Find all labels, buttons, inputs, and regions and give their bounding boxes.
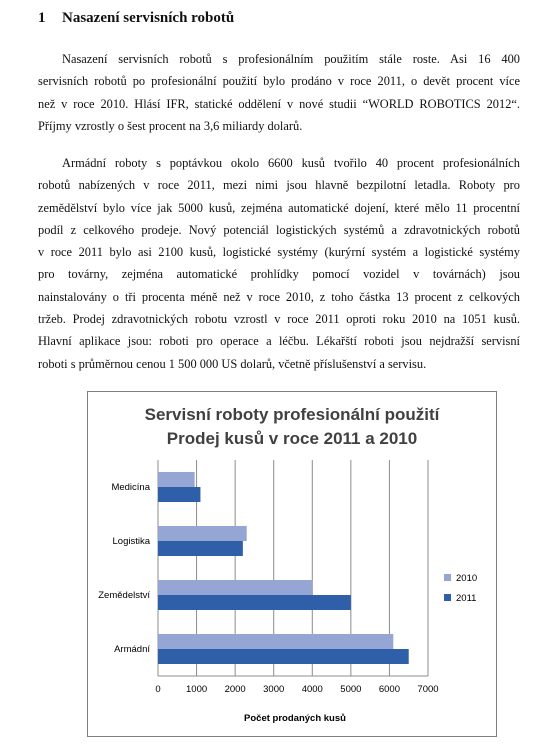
paragraph-line: podíl z celkového prodeje. Nový potenciál logistických systémů a zdravotnických robotů: [38, 222, 520, 237]
bar-2011: [158, 595, 351, 610]
paragraph-line: Příjmy vzrostly o šest procent na 3,6 miliardy dolarů.: [38, 118, 303, 133]
chart-title-line-2: Prodej kusů v roce 2011 a 2010: [166, 429, 418, 448]
paragraph-line: roboti s průměrnou cenou 1 500 000 US dolarů, včetně příslušenství a servisu.: [38, 356, 427, 371]
chart-title-line-1: Servisní roboty profesionální použití: [144, 405, 440, 424]
paragraph-line: v roce 2011 bylo asi 2100 kusů, logistické systémy (kurýrní systém a logistické systémy: [38, 245, 520, 260]
paragraph-line: zemědělství bylo více jak 5000 kusů, zejména automatické dojení, které mělo 11 procentní: [38, 200, 520, 215]
paragraph-line: Armádní roboty s poptávkou okolo 6600 kusů tvořilo 40 procent profesionálních: [62, 156, 520, 170]
paragraph-line: Hlavní aplikace jsou: roboti pro operace a léčbu. Lékařští roboti jsou nejdražší servisní: [38, 334, 520, 349]
paragraph-line: robotů nabízených v roce 2011, mezi nimi jsou hlavně bezpilotní letadla. Roboty pro: [38, 178, 520, 193]
bar-2011: [158, 649, 409, 664]
bar-2011: [158, 487, 200, 502]
paragraph-line: než v roce 2010. Hlásí IFR, statické oddělení v nové studii “WORLD ROBOTICS 2012“.: [38, 96, 520, 111]
paragraph-1: [38, 48, 520, 137]
x-tick-label: 6000: [378, 684, 400, 695]
x-tick-label: 2000: [224, 684, 246, 695]
x-tick-label: 7000: [417, 684, 439, 695]
section-title: Nasazení servisních robotů: [62, 10, 235, 26]
x-axis-title: Počet prodaných kusů: [244, 713, 346, 724]
bar-2011: [158, 541, 243, 556]
y-category-label: Armádní: [114, 644, 150, 655]
paragraph-line: servisních robotů po profesionální použití bylo prodáno v roce 2011, o devět procent více: [38, 74, 520, 89]
bar-chart: [87, 391, 497, 737]
paragraph-line: Nasazení servisních robotů s profesionálním použitím stále roste. Asi 16 400: [62, 52, 520, 66]
legend-swatch-2010: [444, 574, 451, 581]
x-tick-label: 1000: [186, 684, 208, 695]
x-tick-label: 5000: [340, 684, 362, 695]
section-heading: [38, 10, 234, 27]
legend-label-2011: 2011: [456, 593, 477, 604]
section-number: 1: [38, 10, 46, 26]
paragraph-line: tržeb. Prodej zdravotnických robotu vzrostl v roce 2011 oproti roku 2010 na 1051 kusů.: [38, 312, 520, 327]
paragraph-2: [38, 152, 520, 375]
legend-swatch-2011: [444, 594, 451, 601]
bar-2010: [158, 634, 393, 649]
bar-2010: [158, 526, 247, 541]
y-category-label: Medicína: [111, 482, 150, 493]
legend-label-2010: 2010: [456, 573, 478, 584]
y-category-label: Logistika: [112, 536, 150, 547]
chart-canvas: [88, 392, 496, 736]
paragraph-line: pro továrny, zejména automatické prohlídky pomocí vozidel v továrnách) jsou: [38, 267, 520, 282]
x-tick-label: 4000: [301, 684, 323, 695]
bar-2010: [158, 580, 312, 595]
x-tick-label: 3000: [263, 684, 285, 695]
x-tick-label: 0: [155, 684, 161, 695]
bar-2010: [158, 472, 195, 487]
paragraph-line: nainstalovány o tři procenta méně než v roce 2010, z toho částka 13 procent z celkových: [38, 289, 520, 304]
y-category-label: Zemědelství: [98, 590, 150, 601]
